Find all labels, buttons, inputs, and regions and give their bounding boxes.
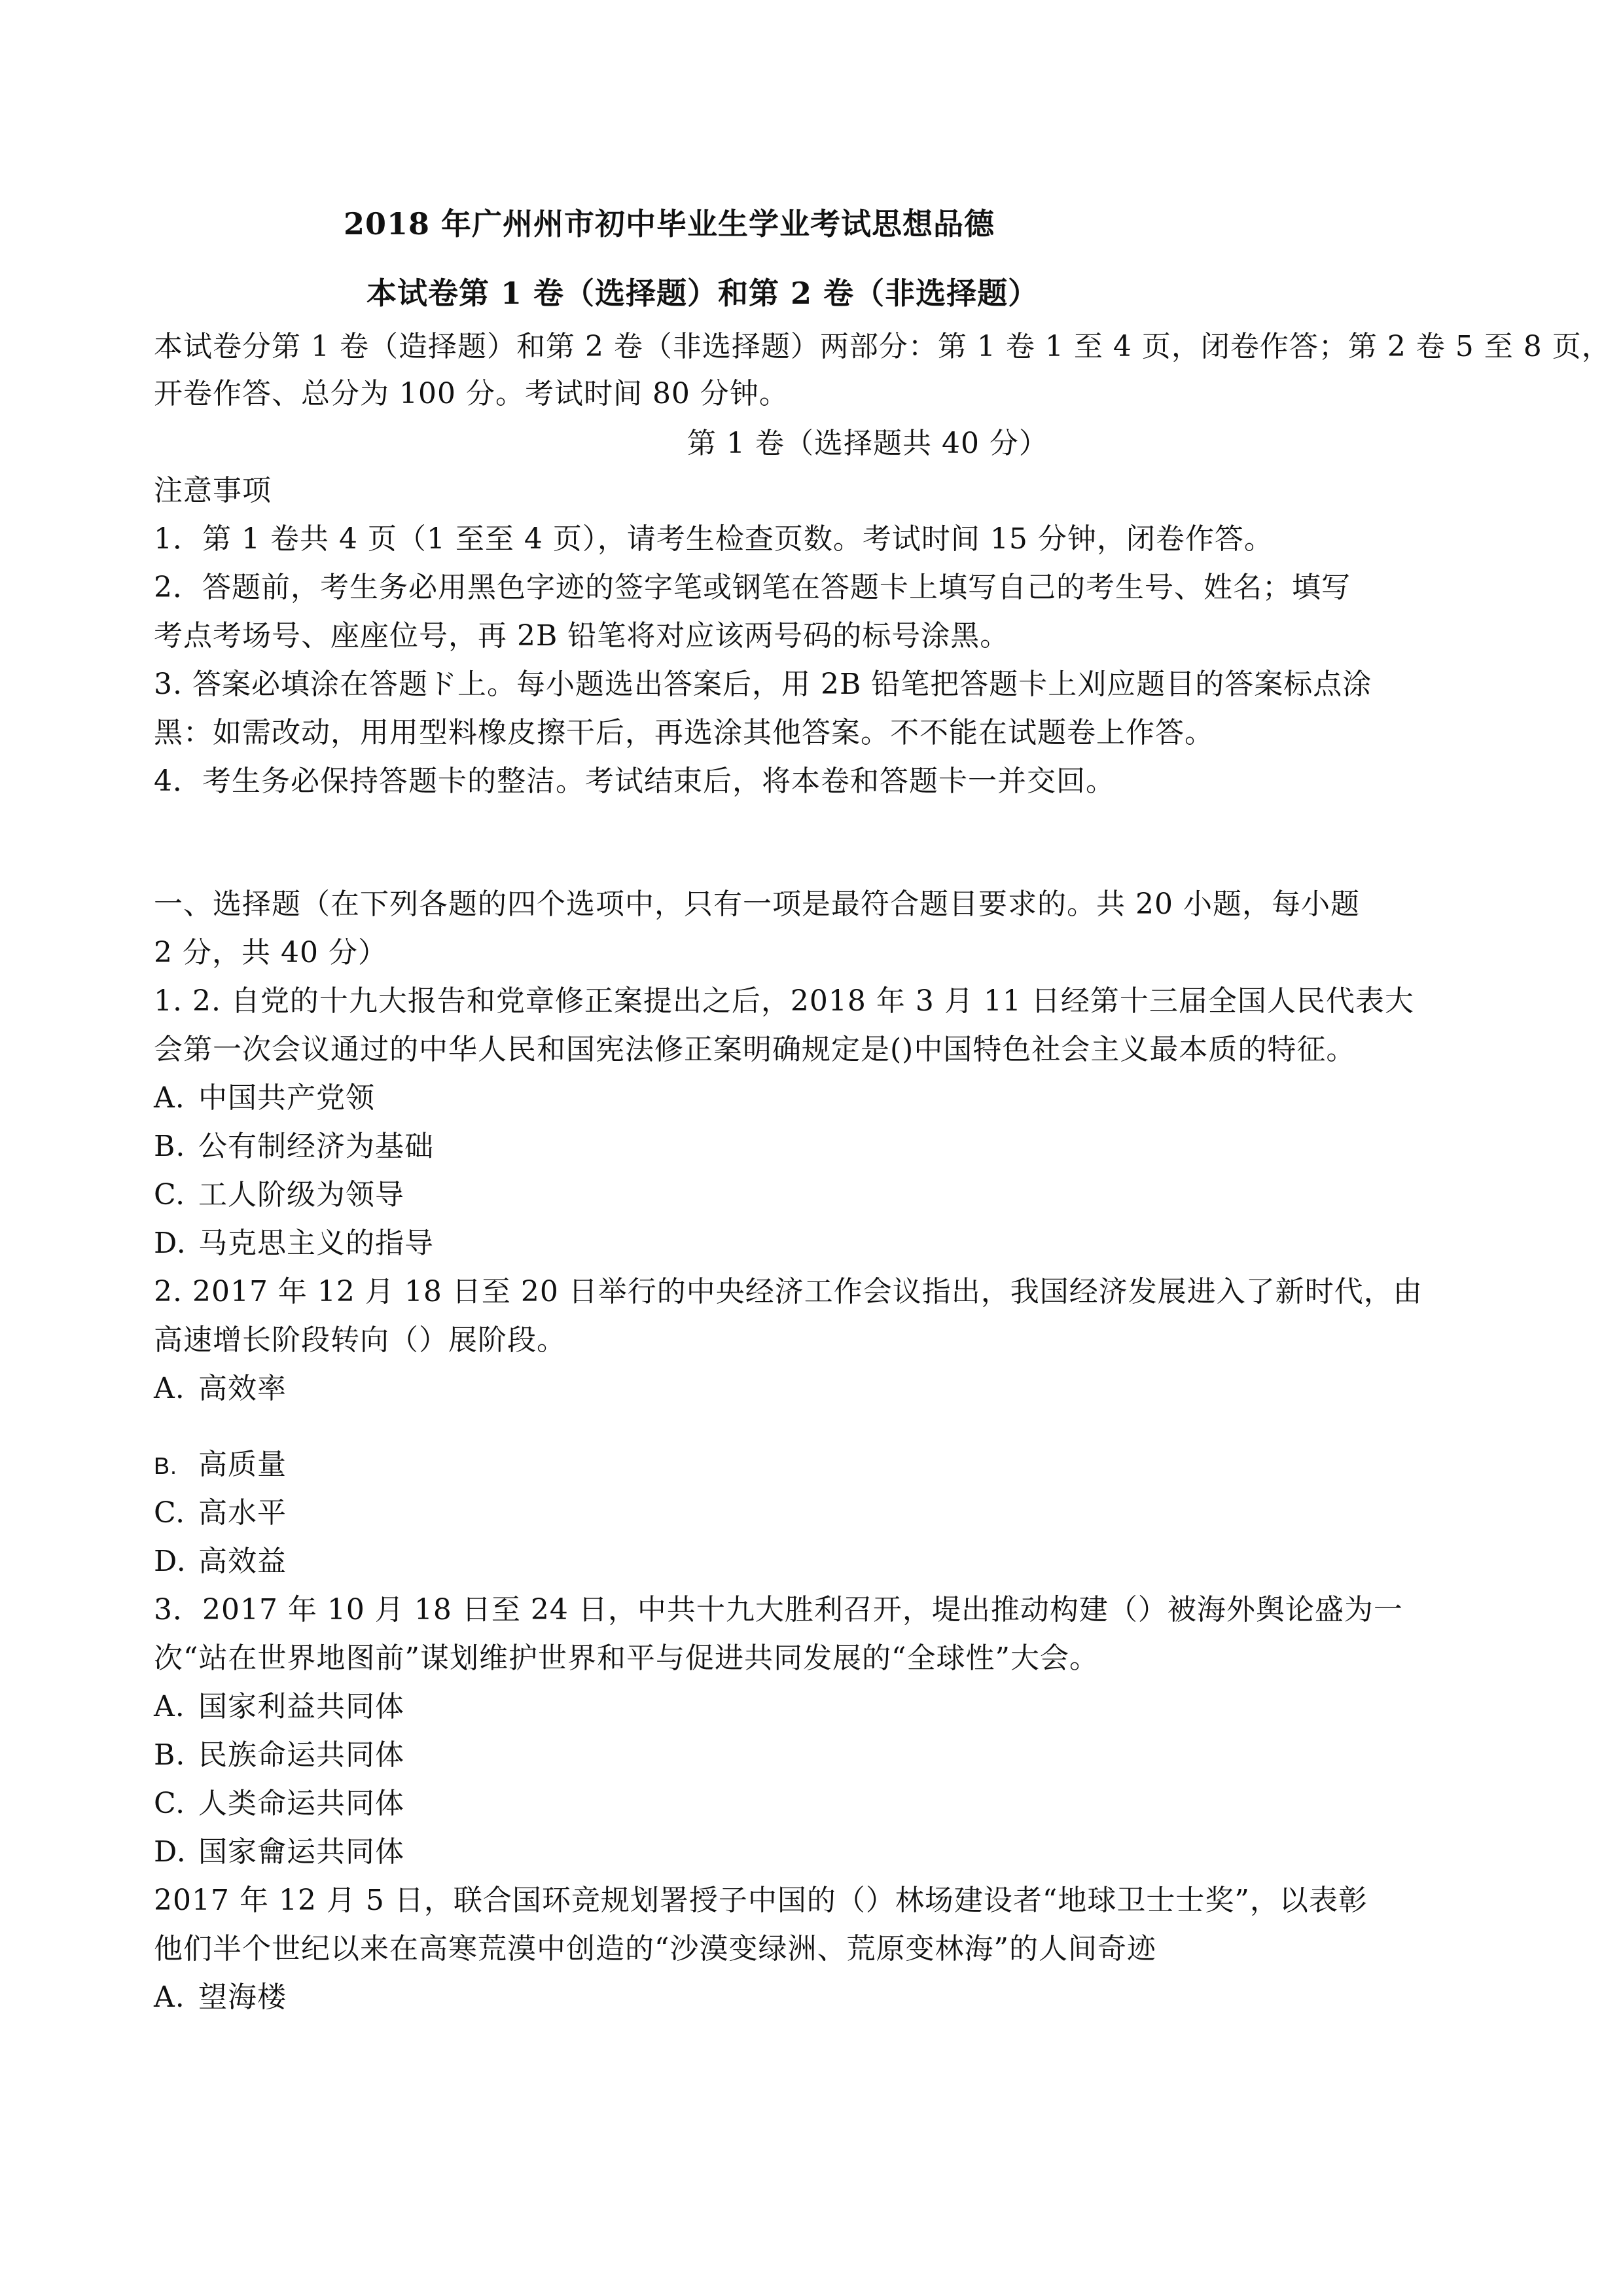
option-letter: A. — [154, 1372, 185, 1405]
option-text: 中国共产党领 — [198, 1081, 375, 1115]
option-letter: D. — [154, 1545, 187, 1578]
question-4-option-a — [154, 1979, 287, 2016]
exam-title: 2018 年广州州市初中毕业生学业考试思想品德 — [344, 206, 995, 242]
option-text: 民族命运共同体 — [198, 1738, 404, 1772]
question-1-option-c — [154, 1177, 404, 1213]
option-text: 高质量 — [198, 1448, 287, 1481]
option-letter: C. — [154, 1787, 186, 1820]
question-1-option-a — [154, 1080, 375, 1117]
note-item: 黑：如需改动，用用型料橡皮擦干后，再选涂其他答案。不不能在试题卷上作答。 — [154, 716, 1214, 749]
question-2-stem-line-2: 高速增长阶段转向（）展阶段。 — [154, 1323, 566, 1357]
option-letter: C. — [154, 1178, 186, 1211]
note-item: 2．答题前，考生务必用黑色字迹的签字笔或钢笔在答题卡上填写自己的考生号、姓名；填写 — [154, 571, 1351, 604]
option-letter: D. — [154, 1835, 187, 1869]
option-text: 高水平 — [198, 1496, 287, 1530]
option-text: 马克思主义的指导 — [198, 1227, 434, 1260]
intro-line-2: 开卷作答、总分为 100 分。考试时间 80 分钟。 — [154, 377, 789, 410]
question-3-option-c — [154, 1785, 404, 1822]
question-3-option-d — [154, 1834, 404, 1871]
part-1-instruction-line-1: 一、选择题（在下列各题的四个选项中，只有一项是最符合题目要求的。共 20 小题，每小题 — [154, 888, 1360, 921]
option-letter: B. — [154, 1738, 186, 1772]
note-item: 4．考生务必保持答题卡的整洁。考试结束后，将本卷和答题卡一并交回。 — [154, 764, 1115, 798]
question-4-stem-line-2: 他们半个世纪以来在高寒荒漠中创造的“沙漠变绿洲、荒原变林海”的人间奇迹 — [154, 1932, 1156, 1965]
question-4-stem-line-1: 2017 年 12 月 5 日，联合国环竞规划署授子中国的（）林场建设者“地球卫士士奖”，以表彰 — [154, 1884, 1368, 1917]
exam-subtitle: 本试卷第 1 卷（选择题）和第 2 卷（非选择题） — [366, 276, 1039, 311]
part-1-instruction-line-2: 2 分，共 40 分） — [154, 936, 387, 969]
question-2-option-c — [154, 1495, 287, 1532]
option-text: 望海楼 — [198, 1981, 287, 2014]
notes-heading: 注意事项 — [154, 474, 272, 507]
option-text: 人类命运共同体 — [198, 1787, 404, 1820]
option-letter: B. — [154, 1452, 178, 1479]
section-1-heading: 第 1 卷（选择题共 40 分） — [687, 427, 1048, 460]
note-item: 1．第 1 卷共 4 页（1 至至 4 页），请考生检查页数。考试时间 15 分钟，闭卷作答。 — [154, 522, 1274, 556]
question-3-stem-line-1: 3．2017 年 10 月 18 日至 24 日，中共十九大胜利召开，堤出推动构建（）被海外舆论盛为一 — [154, 1593, 1403, 1626]
question-2-option-a — [154, 1371, 287, 1407]
question-3-option-a — [154, 1689, 404, 1725]
option-text: 工人阶级为领导 — [198, 1178, 404, 1211]
question-1-option-d — [154, 1225, 434, 1262]
option-text: 高效益 — [198, 1545, 287, 1578]
question-2-option-b — [154, 1446, 287, 1484]
option-letter: D. — [154, 1227, 187, 1260]
option-letter: B. — [154, 1130, 186, 1163]
note-item: 3. 答案必填涂在答题ド上。每小题选出答案后，用 2B 铅笔把答题卡上刈应题目的答案标点涂 — [154, 668, 1372, 701]
question-3-stem-line-2: 次“站在世界地图前”谋划维护世界和平与促进共同发展的“全球性”大会。 — [154, 1641, 1099, 1675]
question-1-option-b — [154, 1128, 434, 1165]
option-text: 高效率 — [198, 1372, 287, 1405]
option-letter: C. — [154, 1496, 186, 1530]
option-letter: A. — [154, 1081, 185, 1115]
note-item: 考点考场号、座座位号，再 2B 铅笔将对应该两号码的标号涂黑。 — [154, 619, 1010, 653]
question-1-stem-line-2: 会第一次会议通过的中华人民和国宪法修正案明确规定是()中国特色社会主义最本质的特征。 — [154, 1033, 1356, 1066]
option-letter: A. — [154, 1690, 185, 1723]
option-text: 公有制经济为基础 — [198, 1130, 434, 1163]
question-3-option-b — [154, 1737, 404, 1774]
option-text: 国家利益共同体 — [198, 1690, 404, 1723]
question-2-stem-line-1: 2. 2017 年 12 月 18 日至 20 日举行的中央经济工作会议指出，我国经济发展进入了新时代，由 — [154, 1275, 1423, 1308]
intro-line-1: 本试卷分第 1 卷（造择题）和第 2 卷（非选择题）两部分：第 1 卷 1 至 4 页，闭卷作答；第 2 卷 5 至 8 页， — [154, 330, 1611, 363]
question-1-stem-line-1: 1. 2. 自党的十九大报告和党章修正案提出之后，2018 年 3 月 11 日经第十三届全国人民代表大 — [154, 984, 1414, 1018]
question-2-option-d — [154, 1543, 287, 1580]
option-letter: A. — [154, 1981, 185, 2014]
option-text: 国家龠运共同体 — [198, 1835, 404, 1869]
